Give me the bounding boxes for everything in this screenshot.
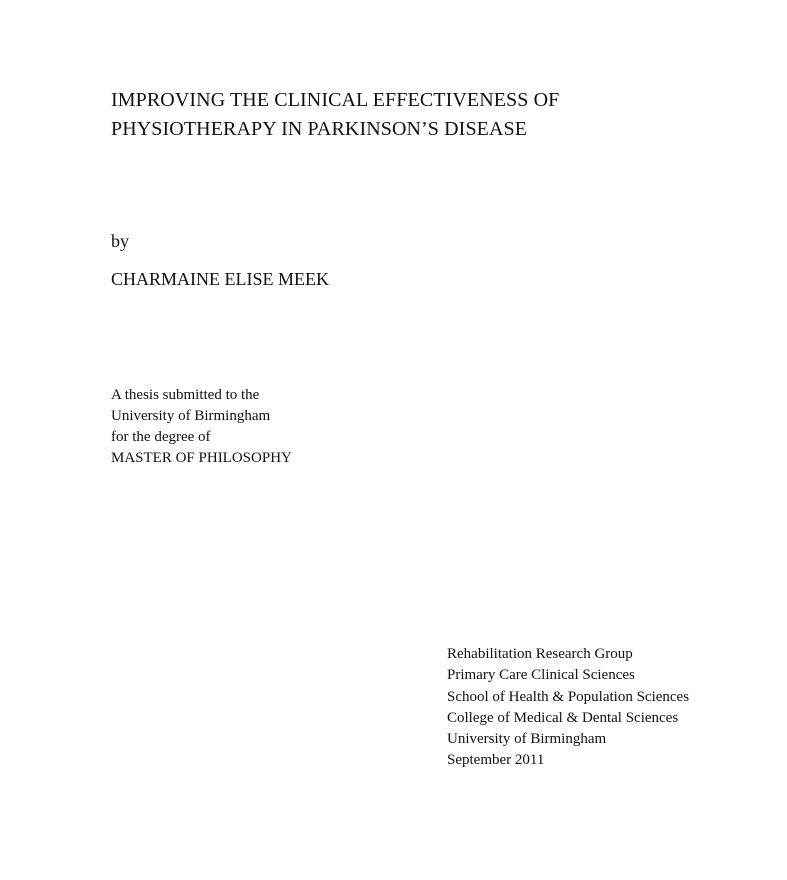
submission-line-1: A thesis submitted to the: [111, 387, 260, 403]
thesis-title: [111, 86, 711, 144]
submission-statement: [111, 385, 292, 469]
affiliation-block: [447, 644, 689, 772]
department: Primary Care Clinical Sciences: [447, 667, 635, 684]
thesis-title-line-2: PHYSIOTHERAPY IN PARKINSON’S DISEASE: [111, 118, 528, 140]
degree-name: MASTER OF PHILOSOPHY: [111, 450, 292, 466]
by-label: by: [111, 231, 129, 251]
research-group: Rehabilitation Research Group: [447, 646, 633, 662]
school: School of Health & Population Sciences: [447, 688, 690, 705]
college: College of Medical & Dental Sciences: [447, 709, 679, 726]
thesis-title-line-1: IMPROVING THE CLINICAL EFFECTIVENESS OF: [111, 89, 560, 111]
author-name: CHARMAINE ELISE MEEK: [111, 269, 329, 289]
submission-line-2: University of Birmingham: [111, 408, 271, 424]
university: University of Birmingham: [447, 731, 607, 748]
submission-line-3: for the degree of: [111, 429, 211, 445]
submission-date: September 2011: [447, 752, 545, 769]
